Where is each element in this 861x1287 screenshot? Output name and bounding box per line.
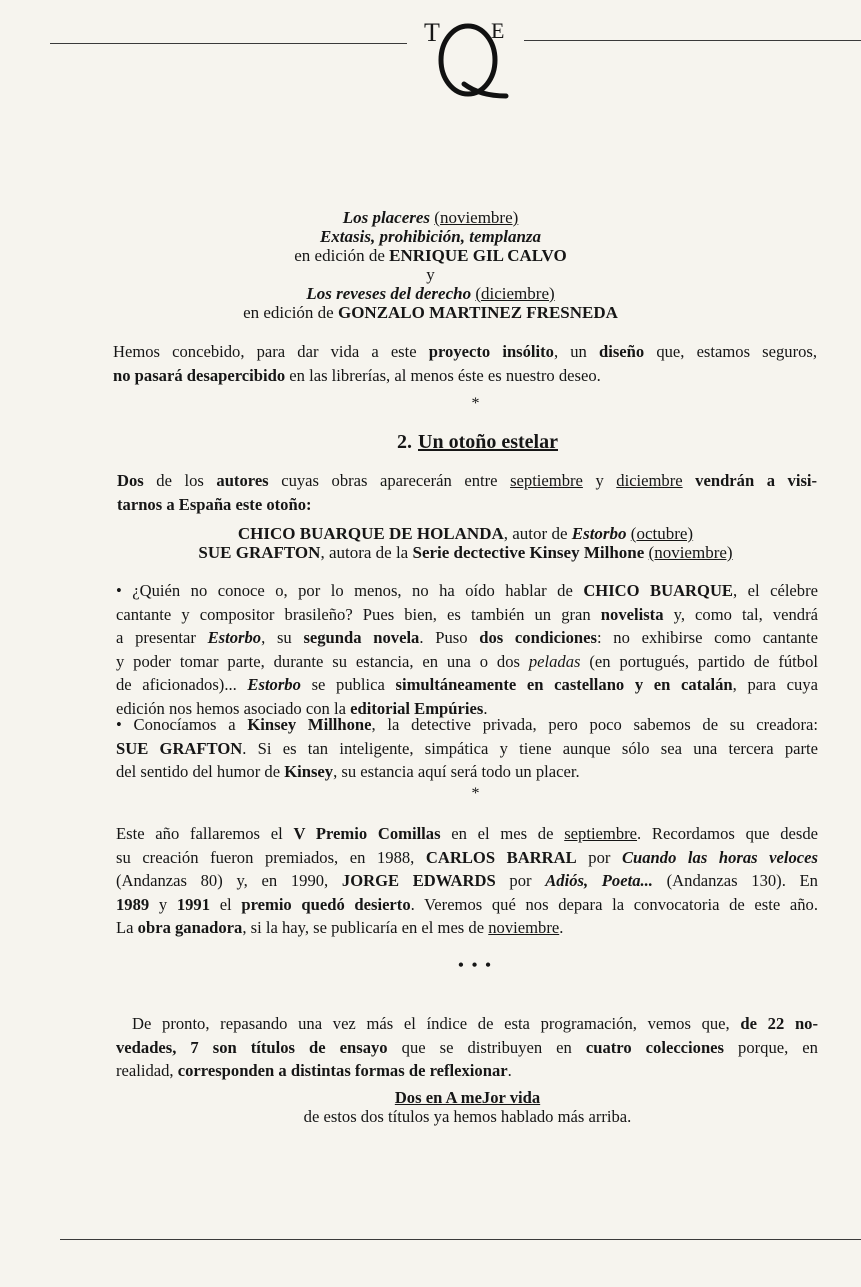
text: editorial Empúries	[350, 698, 484, 718]
text: por	[509, 871, 532, 890]
paragraph-autores	[117, 469, 817, 516]
text: (Andanzas 130). En	[666, 871, 818, 890]
intro-line-5	[60, 284, 801, 303]
text: del sentido del humor de	[116, 762, 281, 781]
month: (noviembre)	[648, 543, 733, 562]
text: vendrán a visi-	[695, 471, 818, 490]
paragraph-line	[113, 340, 817, 364]
paragraph-proyecto	[113, 340, 817, 387]
header-rule-left	[50, 43, 407, 44]
intro-line-1	[60, 208, 801, 227]
text: , autor de	[503, 524, 568, 543]
text: noviembre	[488, 918, 560, 937]
text: (Andanzas 80) y, en 1990,	[116, 871, 329, 890]
header-rule-right	[524, 40, 861, 41]
text: JORGE EDWARDS	[341, 871, 496, 890]
text: autores	[216, 471, 269, 490]
text: de aficionados)...	[116, 675, 237, 694]
month-noviembre: (noviembre)	[434, 208, 519, 227]
text: , la detective privada, pero poco sabemos de su creadora:	[371, 715, 818, 734]
intro-and: y	[426, 265, 435, 284]
text: V Premio Comillas	[293, 824, 441, 843]
text: dos condiciones	[479, 628, 597, 647]
text: Dos en A meJor vida	[394, 1088, 541, 1107]
text: en las librerías, al menos éste es nuestro deseo.	[289, 365, 601, 385]
text: cantante y compositor brasileño? Pues bien, es también un gran	[116, 604, 591, 624]
text: Estorbo	[247, 675, 301, 694]
book-subtitle: Extasis, prohibición, templanza	[319, 227, 542, 246]
paragraph-line	[116, 869, 818, 893]
text: : no exhibirse como cantante	[596, 628, 819, 647]
text: que se distribuyen en	[401, 1037, 572, 1057]
text: , si la hay, se publicaría en el mes de	[242, 918, 485, 937]
paragraph-line	[113, 364, 817, 388]
text: . Veremos qué nos depara la convocatoria de este año.	[410, 894, 818, 914]
month-diciembre: (diciembre)	[475, 284, 555, 303]
text: de los	[156, 471, 204, 490]
text: cuatro colecciones	[585, 1037, 725, 1057]
separator-asterisk: *	[471, 395, 480, 412]
paragraph-line	[116, 673, 818, 697]
paragraph-line	[117, 493, 817, 517]
paragraph-line	[116, 603, 818, 627]
text: cuyas obras aparecerán entre	[281, 471, 498, 490]
text: no pasará desapercibido	[113, 365, 286, 385]
text: . Recordamos que desde	[637, 824, 819, 843]
paragraph-line	[116, 1059, 818, 1083]
paragraph-chico-buarque	[116, 579, 818, 720]
text: Kinsey	[284, 762, 334, 781]
paragraph-line	[116, 626, 818, 650]
text: porque, en	[738, 1037, 818, 1057]
paragraph-line	[116, 846, 818, 870]
intro-line-6	[60, 303, 801, 322]
text: realidad,	[116, 1061, 174, 1080]
text: Kinsey Millhone	[247, 715, 372, 734]
logo-letter-e: E	[491, 18, 505, 43]
text: Cuando las horas veloces	[621, 847, 818, 867]
section-title: Un otoño estelar	[418, 431, 558, 453]
text: novelista	[600, 604, 664, 624]
text: y	[595, 471, 604, 490]
separator-asterisk: *	[471, 785, 480, 802]
author-line-2	[95, 543, 836, 562]
paragraph-ensayo	[116, 1012, 818, 1083]
paragraph-line	[117, 469, 817, 493]
text: .	[483, 698, 488, 718]
text: , su estancia aquí será todo un placer.	[333, 762, 580, 781]
section-heading	[107, 431, 848, 454]
paragraph-line	[116, 822, 818, 846]
text: segunda novela	[303, 628, 420, 647]
editor-name: GONZALO MARTINEZ FRESNEDA	[337, 303, 618, 322]
text: de 22 no-	[740, 1014, 818, 1033]
text: tarnos a España este otoño:	[117, 494, 312, 514]
paragraph-line	[116, 579, 818, 603]
text: Hemos concebido, para dar vida a este	[113, 342, 417, 361]
text: corresponden a distintas formas de reflexionar	[177, 1061, 508, 1080]
authors-block	[95, 524, 836, 562]
text: que, estamos seguros,	[656, 342, 818, 361]
tqe-logo	[420, 14, 520, 104]
text: septiembre	[564, 824, 638, 843]
footer-rule	[60, 1239, 861, 1240]
intro-line-3	[60, 246, 801, 265]
text: Este año fallaremos el	[116, 824, 283, 843]
text: diciembre	[616, 471, 683, 490]
text: De pronto, repasando una vez más el índice de esta programación, vemos que,	[132, 1014, 730, 1033]
author-name: CHICO BUARQUE DE HOLANDA	[237, 524, 504, 543]
intro-block	[60, 208, 801, 322]
text: peladas	[528, 651, 581, 671]
closing-line: de estos dos títulos ya hemos hablado más arriba.	[303, 1107, 632, 1126]
text: proyecto insólito	[428, 342, 554, 361]
edition-prefix: en edición de	[243, 303, 334, 322]
logo-letter-t: T	[424, 18, 440, 47]
text: . Puso	[419, 628, 468, 647]
text: Adiós, Poeta...	[545, 871, 653, 890]
book-title-los-placeres: Los placeres	[342, 208, 431, 227]
text: obra ganadora	[137, 918, 243, 937]
editor-name: ENRIQUE GIL CALVO	[389, 246, 567, 265]
paragraph-sue-grafton	[116, 713, 818, 784]
text: La	[116, 918, 134, 937]
text: simultáneamente en castellano y en catalán	[395, 675, 733, 694]
text: , un	[553, 342, 587, 361]
text: diseño	[599, 342, 645, 361]
text: edición nos hemos asociado con la	[116, 698, 346, 718]
paragraph-premio-comillas	[116, 822, 818, 940]
text: . Si es tan inteligente, simpática y tiene aunque sólo sea una tercera parte	[242, 738, 818, 758]
text: .	[507, 1061, 512, 1080]
text: y, como tal, vendrá	[673, 604, 818, 624]
separator-dots: • • •	[458, 957, 493, 974]
paragraph-line	[116, 1012, 818, 1036]
text: , su	[261, 628, 292, 647]
paragraph-line	[116, 893, 818, 917]
text: CHICO BUARQUE	[583, 581, 734, 600]
month: (octubre)	[630, 524, 694, 543]
text: 1991	[176, 894, 211, 914]
text: • ¿Quién no conoce o, por lo menos, no ha oído hablar de	[116, 581, 573, 600]
text: SUE GRAFTON	[116, 738, 243, 758]
text: se publica	[311, 675, 385, 694]
text: el	[219, 894, 232, 914]
author-name: SUE GRAFTON	[198, 543, 321, 562]
collection-title	[97, 1088, 838, 1107]
text: su creación fueron premiados, en 1988,	[116, 847, 415, 867]
text: 1989	[116, 894, 150, 914]
text: vedades, 7 son títulos de ensayo	[116, 1037, 388, 1057]
edition-prefix: en edición de	[294, 246, 385, 265]
author-line-1	[95, 524, 836, 543]
text: , para cuya	[732, 675, 818, 694]
paragraph-line	[116, 713, 818, 737]
text: y	[158, 894, 168, 914]
text: Estorbo	[207, 628, 262, 647]
intro-line-2	[60, 227, 801, 246]
series-title: Serie dectective Kinsey Milhone	[412, 543, 645, 562]
text: CARLOS BARRAL	[425, 847, 577, 867]
text: , el célebre	[733, 581, 818, 600]
paragraph-line	[116, 760, 818, 784]
text: a presentar	[116, 628, 196, 647]
text: en el mes de	[451, 824, 554, 843]
book-title-los-reveses: Los reveses del derecho	[306, 284, 472, 303]
book-title: Estorbo	[571, 524, 627, 543]
paragraph-line	[116, 650, 818, 674]
text: septiembre	[510, 471, 583, 490]
paragraph-line	[116, 737, 818, 761]
text: .	[559, 918, 564, 937]
section-number: 2.	[397, 431, 412, 453]
text: y poder tomar parte, durante su estancia, en una o dos	[116, 651, 520, 671]
text: por	[588, 847, 611, 867]
text: (en portugués, partido de fútbol	[589, 651, 818, 671]
paragraph-line	[116, 916, 818, 940]
text: • Conocíamos a	[116, 715, 236, 734]
text: Dos	[117, 471, 144, 490]
closing-block	[97, 1088, 838, 1126]
text: premio quedó desierto	[241, 894, 411, 914]
paragraph-line	[116, 1036, 818, 1060]
text: , autora de la	[320, 543, 409, 562]
